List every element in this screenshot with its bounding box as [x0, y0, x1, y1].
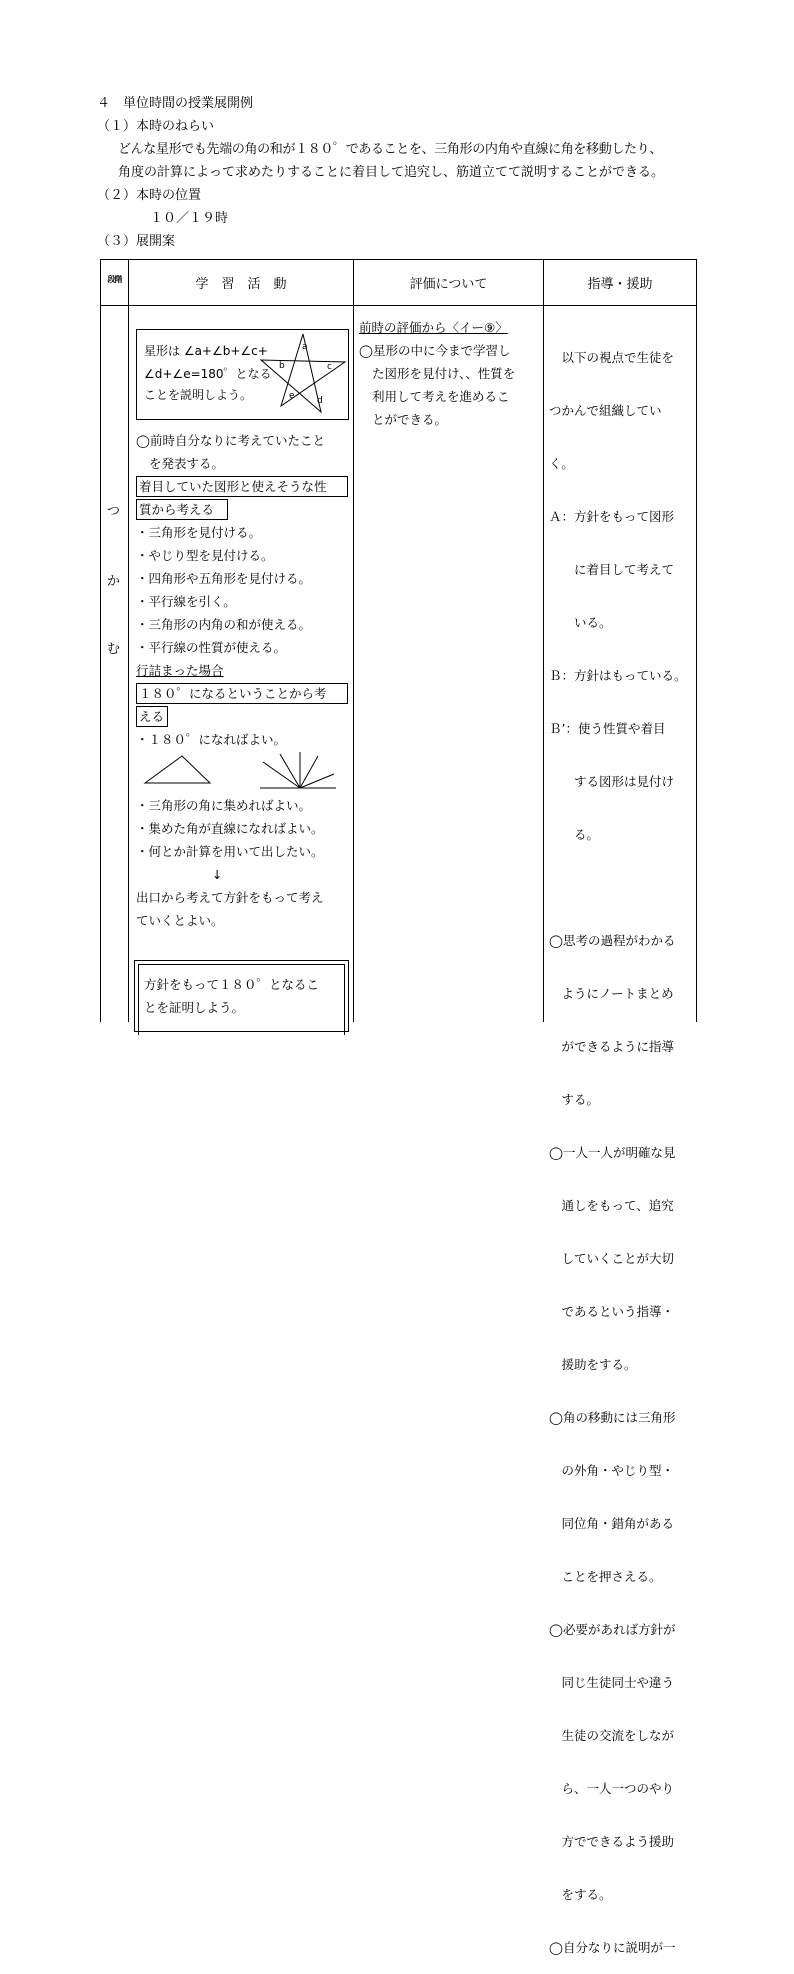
- evaluation-column: [359, 316, 515, 431]
- evaluation-heading: 前時の評価から〈イー⑨〉: [359, 320, 508, 335]
- guidance-line: ようにノートまとめ: [549, 986, 674, 1001]
- header-activity: 学 習 活 動: [195, 277, 287, 292]
- stage-char-ka: か: [107, 574, 121, 589]
- aim-line-2: 角度の計算によって求めたりすることに着目して追究し、筋道立てて説明することができる。: [118, 165, 665, 180]
- aim-heading: （１）本時のねらい: [97, 119, 215, 134]
- aim-line-1: どんな星形でも先端の角の和が１８０゜であることを、三角形の内角や直線に角を移動したり、: [118, 142, 662, 157]
- guidance-line: 援助をする。: [549, 1357, 637, 1372]
- activity-prev-2: を発表する。: [149, 456, 225, 471]
- guidance-line: ことを押さえる。: [549, 1569, 662, 1584]
- bullet-item: ・三角形の角に集めればよい。: [136, 798, 312, 813]
- evaluation-line: とができる。: [372, 412, 448, 427]
- guidance-line: Ａ：方針をもって図形: [549, 509, 675, 524]
- problem-line-1: 星形は ∠a+∠b+∠c+: [144, 344, 268, 358]
- header-guidance: 指導・援助: [587, 277, 653, 292]
- star-label-b: b: [279, 361, 285, 371]
- guidance-line: ができるように指導: [549, 1039, 675, 1054]
- final-task-box: [134, 960, 349, 1032]
- conclusion-line-2: ていくとよい。: [136, 913, 224, 928]
- plan-heading: （３）展開案: [97, 234, 176, 249]
- focus-box-line-2: 質から考える: [136, 499, 228, 520]
- problem-line-3: ことを説明しよう。: [144, 388, 253, 402]
- guidance-line: ◯一人一人が明確な見: [549, 1145, 676, 1160]
- angle-box-line-2: える: [136, 706, 168, 727]
- header-evaluation: 評価について: [409, 277, 488, 292]
- bullet-item: ・三角形の内角の和が使える。: [136, 617, 312, 632]
- final-task-line-1: 方針をもって１８０゜となるこ: [144, 977, 320, 992]
- problem-box: [136, 329, 349, 420]
- header-stage: 段階: [107, 275, 122, 284]
- problem-line-2: ∠d+∠e=180゜となる: [144, 367, 272, 381]
- guidance-line: ら、一人一つのやり: [549, 1781, 675, 1796]
- guidance-line: する。: [549, 1092, 600, 1107]
- evaluation-line: た図形を見付け、、性質を: [372, 366, 516, 381]
- activity-column-2: [136, 794, 324, 932]
- activity-prev-1: ◯前時自分なりに考えていたこと: [136, 433, 325, 448]
- bullet-item: ・集めた角が直線になればよい。: [136, 821, 324, 836]
- guidance-line: ◯自分なりに説明が一: [549, 1940, 676, 1955]
- guidance-line: Ｂ’：使う性質や着目: [549, 721, 666, 736]
- guidance-line: であるという指導・: [549, 1304, 675, 1319]
- guidance-line: ◯必要があれば方針が: [549, 1622, 676, 1637]
- triangle-sketch: [145, 756, 210, 783]
- guidance-line: 生徒の交流をしなが: [549, 1728, 675, 1743]
- guidance-line: ◯思考の過程がわかる: [549, 933, 676, 948]
- guidance-column: [549, 316, 687, 1974]
- guidance-line: 方でできるよう援助: [549, 1834, 675, 1849]
- straight-angle-sketch: [260, 752, 336, 788]
- guidance-line: 同じ生徒同士や違う: [549, 1675, 675, 1690]
- bullet-item: ・平行線の性質が使える。: [136, 640, 287, 655]
- guidance-line: いる。: [549, 615, 612, 630]
- guidance-line: 以下の視点で生徒を: [549, 350, 675, 365]
- position-heading: （２）本時の位置: [97, 188, 202, 203]
- star-label-d: d: [317, 396, 323, 406]
- final-task-line-2: とを証明しよう。: [144, 1000, 245, 1015]
- guidance-line: に着目して考えて: [549, 562, 675, 577]
- bullet-item: ・四角形や五角形を見付ける。: [136, 571, 312, 586]
- evaluation-line: ◯星形の中に今まで学習し: [359, 343, 511, 358]
- bullet-item: ・三角形を見付ける。: [136, 525, 262, 540]
- section-title: ４ 単位時間の授業展開例: [97, 96, 254, 111]
- star-label-c: c: [327, 362, 332, 372]
- star-label-a: a: [302, 342, 308, 352]
- guidance-line: る。: [549, 827, 600, 842]
- guidance-line: 通しをもって、追究: [549, 1198, 674, 1213]
- stage-char-mu: む: [107, 642, 121, 657]
- evaluation-line: 利用して考えを進めるこ: [372, 389, 510, 404]
- guidance-line: ◯角の移動には三角形: [549, 1410, 676, 1425]
- position-value: １０／１９時: [150, 211, 229, 226]
- guidance-line: する図形は見付け: [549, 774, 675, 789]
- guidance-line: [549, 876, 687, 899]
- guidance-line: をする。: [549, 1887, 612, 1902]
- activity-column: [136, 429, 348, 751]
- bullet-item: ・何とか計算を用いて出したい。: [136, 844, 324, 859]
- angle-box-line-1: １８０゜になるということから考: [136, 683, 348, 704]
- bullet-item: ・平行線を引く。: [136, 594, 236, 609]
- stage-char-tsu: つ: [107, 504, 121, 519]
- guidance-line: く。: [549, 456, 574, 471]
- guidance-line: していくことが大切: [549, 1251, 675, 1266]
- angle-sketches: [140, 752, 340, 792]
- guidance-line: の外角・やじり型・: [549, 1463, 675, 1478]
- guidance-line: つかんで組織してい: [549, 403, 662, 418]
- guidance-line: Ｂ：方針はもっている。: [549, 668, 687, 683]
- focus-box-line-1: 着目していた図形と使えそうな性: [136, 476, 348, 497]
- down-arrow: ↓: [212, 867, 223, 882]
- star-label-e: e: [289, 391, 295, 401]
- stuck-heading: 行詰まった場合: [136, 663, 224, 678]
- bullet-item: ・やじり型を見付ける。: [136, 548, 274, 563]
- guidance-line: 同位角・錯角がある: [549, 1516, 675, 1531]
- conclusion-line-1: 出口から考えて方針をもって考え: [136, 890, 324, 905]
- bullet-180: ・１８０゜になればよい。: [136, 732, 287, 747]
- star-figure: [259, 332, 347, 416]
